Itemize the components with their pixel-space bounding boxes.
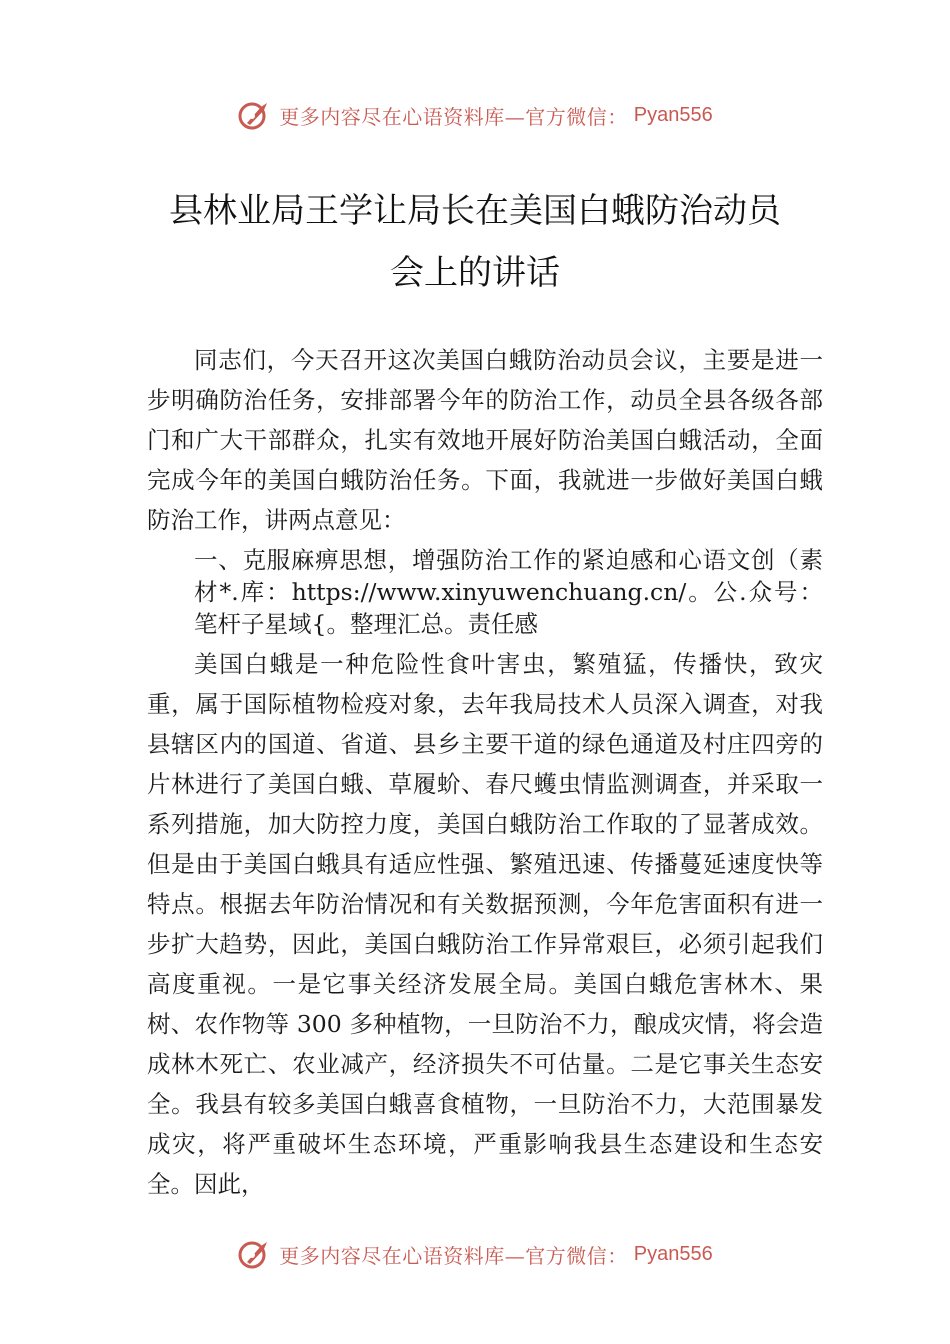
title-line-1: 县林业局王学让局长在美国白蛾防治动员	[169, 191, 781, 231]
banner-text: 更多内容尽在心语资料库—官方微信：	[279, 1243, 628, 1268]
banner-wechat-id: Pyan556	[633, 103, 713, 126]
document-title	[60, 180, 890, 304]
pen-nib-logo-icon	[237, 1236, 273, 1272]
header-banner	[0, 95, 950, 135]
paragraph-section-1: 美国白蛾是一种危险性食叶害虫，繁殖猛，传播快，致灾重，属于国际植物检疫对象，去年我局技术人员深入调查，对我县辖区内的国道、省道、县乡主要干道的绿色通道及村庄四旁的片林进行了美国白蛾、草履蚧、春尺蠖虫情监测调查，并采取一系列措施，加大防控力度，美国白蛾防治工作取的了显著成效。但是由于美国白蛾具有适应性强、繁殖迅速、传播蔓延速度快等特点。根据去年防治情况和有关数据预测，今年危害面积有进一步扩大趋势，因此，美国白蛾防治工作异常艰巨，必须引起我们高度重视。一是它事关经济发展全局。美国白蛾危害林木、果树、农作物等 300 多种植物，一旦防治不力，酿成灾情，将会造成林木死亡、农业减产，经济损失不可估量。二是它事关生态安全。我县有较多美国白蛾喜食植物，一旦防治不力，大范围暴发成灾，将严重破坏生态环境，严重影响我县生态建设和生态安全。因此，	[147, 650, 823, 1198]
paragraph-intro: 同志们，今天召开这次美国白蛾防治动员会议，主要是进一步明确防治任务，安排部署今年的防治工作，动员全县各级各部门和广大干部群众，扎实有效地开展好防治美国白蛾活动，全面完成今年的美国白蛾防治任务。下面，我就进一步做好美国白蛾防治工作，讲两点意见：	[147, 346, 823, 534]
title-line-2: 会上的讲话	[390, 253, 560, 293]
banner-wechat-id: Pyan556	[633, 1242, 713, 1265]
section-heading-1: 一、克服麻痹思想，增强防治工作的紧迫感和心语文创（素材*.库：https://www.xinyuwenchuang.cn/。公.众号：笔杆子星域{。整理汇总。责任感	[194, 546, 823, 638]
pen-nib-logo-icon	[237, 97, 273, 133]
banner-text: 更多内容尽在心语资料库—官方微信：	[279, 104, 628, 129]
footer-banner	[0, 1234, 950, 1274]
document-body	[147, 340, 823, 1204]
